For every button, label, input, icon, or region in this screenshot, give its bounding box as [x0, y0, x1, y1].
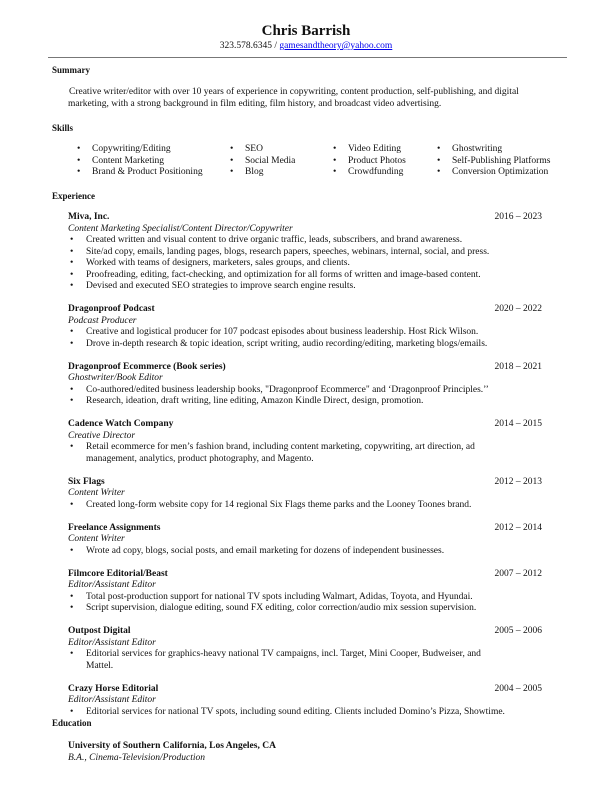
bullet-icon: •	[70, 649, 74, 659]
job-role: Content Writer	[68, 488, 125, 498]
school-name: University of Southern California, Los Angeles, CA	[68, 741, 276, 751]
bullet-icon: •	[333, 167, 337, 177]
bullet-text: Editorial services for graphics-heavy national TV campaigns, incl. Target, Mini Cooper, Budweiser, and Mattel.	[86, 649, 481, 671]
bullet-icon: •	[70, 603, 74, 613]
job-header	[68, 419, 542, 431]
bullet-text: Total post-production support for national TV spots including Walmart, Adidas, Toyota, and Hyundai.	[86, 591, 473, 602]
summary-text: Creative writer/editor with over 10 years of experience in copywriting, content production, self-publishing, and digital marketing, with a strong background in film editing, film history, and broadcast video advertising.	[68, 87, 519, 109]
bullet-icon: •	[77, 167, 81, 177]
job-header	[68, 523, 542, 535]
job-header	[68, 569, 542, 581]
bullet-icon: •	[230, 144, 234, 154]
bullet-icon: •	[70, 591, 74, 602]
bullet-text: Proofreading, editing, fact-checking, and optimization for all forms of written and image-based content.	[86, 269, 481, 280]
bullet-icon: •	[230, 155, 234, 166]
candidate-name: Chris Barrish	[261, 23, 351, 39]
job-dates: 2007 – 2012	[494, 568, 542, 579]
job-entry	[68, 419, 542, 465]
bullet-icon: •	[437, 155, 441, 166]
bullet-icon: •	[70, 706, 74, 717]
skill-item	[333, 144, 401, 156]
skill-label: Self-Publishing Platforms	[452, 155, 551, 166]
bullet-icon: •	[70, 545, 74, 556]
company-name: Freelance Assignments	[68, 522, 161, 533]
job-bullet	[68, 603, 506, 615]
job-entry	[68, 212, 542, 293]
job-entry	[68, 569, 542, 615]
bullet-icon: •	[70, 499, 74, 510]
skill-label: Brand & Product Positioning	[92, 167, 203, 177]
job-entry	[68, 362, 542, 408]
email-link[interactable]: gamesandtheory@yahoo.com	[279, 41, 393, 51]
bullet-text: Retail ecommerce for men’s fashion brand, including content marketing, copywriting, art direction, ad management, analytics, product photography, and Magento.	[86, 442, 475, 464]
bullet-text: Wrote ad copy, blogs, social posts, and email marketing for dozens of independent businesses.	[86, 545, 445, 556]
bullet-text: Co-authored/edited business leadership books, "Dragonproof Ecommerce" and ‘Dragonproof Principles.’’	[86, 384, 489, 395]
skill-item	[437, 144, 503, 156]
company-name: Dragonproof Ecommerce (Book series)	[68, 361, 226, 372]
bullet-icon: •	[70, 235, 74, 245]
bullet-icon: •	[437, 167, 441, 177]
company-name: Cadence Watch Company	[68, 419, 174, 429]
skill-item	[77, 167, 203, 179]
education-heading: Education	[52, 718, 92, 728]
skill-item	[230, 167, 264, 179]
skill-item	[77, 155, 165, 168]
job-dates: 2012 – 2014	[494, 522, 542, 533]
skills-heading: Skills	[52, 123, 74, 133]
job-bullet	[68, 339, 506, 351]
company-name: Filmcore Editorial/Beast	[68, 568, 168, 579]
bullet-text: Devised and executed SEO strategies to improve search engine results.	[86, 281, 356, 291]
job-header	[68, 684, 542, 696]
company-name: Crazy Horse Editorial	[68, 683, 159, 694]
job-header	[68, 477, 542, 489]
skill-label: Blog	[245, 167, 264, 177]
job-role: Podcast Producer	[68, 315, 137, 326]
job-dates: 2005 – 2006	[494, 626, 542, 636]
job-entry	[68, 626, 542, 672]
skill-item	[230, 155, 296, 168]
job-header	[68, 212, 542, 224]
skill-item	[437, 155, 551, 168]
job-entry	[68, 477, 542, 512]
summary-heading: Summary	[52, 65, 90, 75]
skill-label: Content Marketing	[92, 155, 165, 166]
job-header	[68, 626, 542, 638]
skill-label: Product Photos	[348, 155, 406, 166]
contact-line	[0, 41, 612, 51]
job-dates: 2016 – 2023	[494, 212, 542, 222]
job-bullet	[68, 247, 506, 259]
bullet-icon: •	[70, 327, 74, 337]
job-entry	[68, 523, 542, 558]
job-bullet	[68, 327, 506, 339]
bullet-icon: •	[77, 144, 81, 154]
bullet-text: Created long-form website copy for 14 regional Six Flags theme parks and the Looney Toones brand.	[86, 499, 472, 510]
job-role: Editor/Assistant Editor	[68, 695, 156, 705]
job-bullet	[68, 270, 506, 282]
job-bullet	[68, 649, 506, 672]
bullet-text: Worked with teams of designers, marketers, sales groups, and clients.	[86, 258, 350, 268]
job-bullet	[68, 500, 506, 512]
bullet-icon: •	[70, 269, 74, 280]
bullet-icon: •	[230, 167, 234, 177]
skill-label: SEO	[245, 144, 263, 154]
job-dates: 2020 – 2022	[494, 304, 542, 314]
bullet-icon: •	[70, 281, 74, 291]
bullet-icon: •	[333, 144, 337, 154]
job-header	[68, 304, 542, 316]
skill-label: Conversion Optimization	[452, 167, 549, 177]
skill-item	[333, 167, 404, 179]
job-role: Content Marketing Specialist/Content Director/Copywriter	[68, 223, 293, 234]
job-header	[68, 362, 542, 374]
skill-label: Crowdfunding	[348, 167, 404, 177]
bullet-text: Editorial services for national TV spots, including sound editing. Clients included Domino’s Pizza, Showtime.	[86, 706, 505, 717]
job-entry	[68, 684, 542, 719]
education-entry	[68, 741, 276, 764]
job-role: Editor/Assistant Editor	[68, 637, 156, 648]
bullet-icon: •	[70, 338, 74, 349]
job-bullet	[68, 235, 506, 247]
company-name: Six Flags	[68, 476, 105, 487]
job-entry	[68, 304, 542, 350]
bullet-icon: •	[70, 384, 74, 395]
job-role: Content Writer	[68, 534, 125, 544]
bullet-icon: •	[333, 155, 337, 166]
company-name: Outpost Digital	[68, 626, 131, 636]
bullet-icon: •	[70, 396, 74, 406]
job-dates: 2014 – 2015	[494, 419, 542, 429]
experience-list	[68, 212, 542, 730]
bullet-icon: •	[77, 155, 81, 166]
job-bullet	[68, 385, 506, 397]
skill-label: Ghostwriting	[452, 144, 503, 154]
skill-item	[77, 144, 171, 156]
degree: B.A., Cinema-Television/Production	[68, 752, 206, 763]
company-name: Miva, Inc.	[68, 212, 110, 222]
header-divider	[48, 57, 567, 58]
job-bullet	[68, 281, 506, 293]
job-role: Ghostwriter/Book Editor	[68, 373, 163, 383]
job-bullet	[68, 546, 506, 558]
job-dates: 2012 – 2013	[494, 476, 542, 487]
job-role: Editor/Assistant Editor	[68, 580, 156, 590]
bullet-text: Drove in-depth research & topic ideation, script writing, audio recording/editing, marketing blogs/emails.	[86, 338, 488, 349]
job-dates: 2018 – 2021	[494, 361, 542, 372]
experience-heading: Experience	[52, 191, 95, 201]
job-bullet	[68, 707, 506, 719]
skill-label: Copywriting/Editing	[92, 144, 171, 154]
bullet-icon: •	[70, 246, 74, 257]
job-bullet	[68, 258, 506, 270]
bullet-text: Site/ad copy, emails, landing pages, blogs, research papers, speeches, webinars, internal, social, and press.	[86, 246, 490, 257]
bullet-text: Created written and visual content to drive organic traffic, leads, subscribers, and brand awareness.	[86, 235, 463, 245]
job-bullet	[68, 396, 506, 408]
bullet-text: Research, ideation, draft writing, line editing, Amazon Kindle Direct, design, promotion.	[86, 396, 424, 406]
bullet-icon: •	[437, 144, 441, 154]
bullet-icon: •	[70, 258, 74, 268]
skill-item	[437, 167, 549, 179]
job-bullet	[68, 442, 506, 465]
bullet-text: Script supervision, dialogue editing, sound FX editing, color correction/audio mix session supervision.	[86, 603, 477, 613]
job-role: Creative Director	[68, 430, 136, 441]
company-name: Dragonproof Podcast	[68, 304, 155, 314]
skill-label: Social Media	[245, 155, 296, 166]
skill-item	[230, 144, 263, 156]
bullet-text: Creative and logistical producer for 107 podcast episodes about business leadership. Host Rick Wilson.	[86, 327, 479, 337]
skill-label: Video Editing	[348, 144, 401, 154]
job-dates: 2004 – 2005	[494, 683, 542, 694]
job-bullet	[68, 592, 506, 604]
phone: 323.578.6345 /	[219, 41, 280, 51]
bullet-icon: •	[70, 442, 74, 452]
skill-item	[333, 155, 406, 168]
